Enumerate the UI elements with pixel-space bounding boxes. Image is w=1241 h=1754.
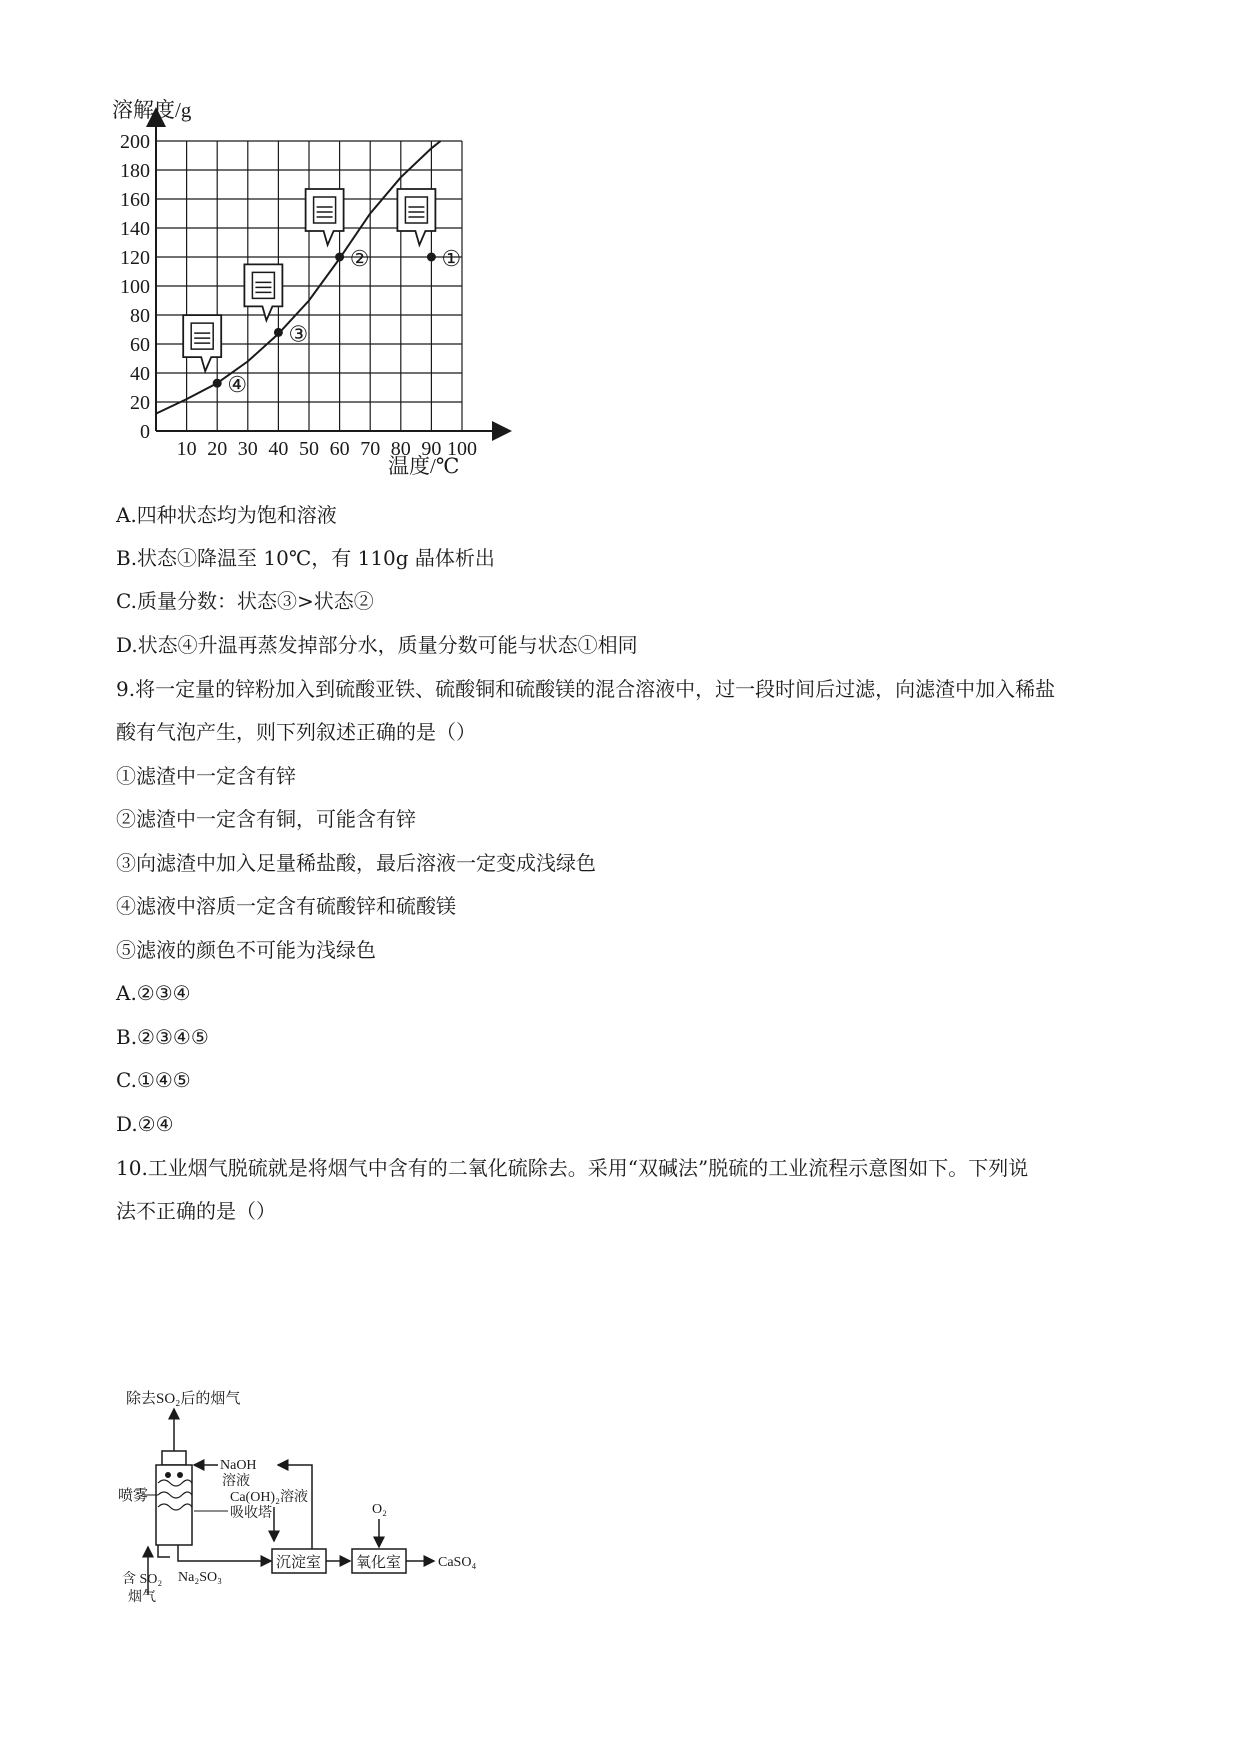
- y-tick-label: 0: [140, 421, 150, 443]
- y-tick-label: 20: [130, 392, 150, 414]
- state-point: [244, 264, 308, 346]
- spray-label: 喷雾: [118, 1488, 149, 1504]
- q9-stem-line2: 酸有气泡产生，则下列叙述正确的是（）: [116, 720, 476, 744]
- q8-option-d: D.状态④升温再蒸发掉部分水，质量分数可能与状态①相同: [116, 633, 638, 657]
- inlet-label-2: 烟气: [128, 1590, 156, 1605]
- inlet-label-1: 含 SO₂: [122, 1572, 163, 1587]
- y-tick-label: 40: [130, 363, 150, 385]
- y-tick-label: 80: [130, 305, 150, 327]
- q9-option-a: A.②③④: [116, 981, 191, 1005]
- o2-label: O₂: [372, 1502, 387, 1517]
- product-label: CaSO₄: [438, 1555, 477, 1570]
- x-tick-label: 30: [237, 438, 258, 460]
- x-tick-label: 100: [447, 438, 477, 460]
- y-tick-label: 140: [120, 218, 150, 240]
- x-tick-label: 80: [390, 438, 411, 460]
- y-tick-label: 100: [120, 276, 150, 298]
- state-point: [183, 315, 247, 397]
- x-tick-label: 90: [421, 438, 442, 460]
- q8-option-c: C.质量分数：状态③>状态②: [116, 589, 374, 613]
- state-point: [397, 189, 461, 271]
- caoh2-label: Ca(OH)₂溶液: [230, 1490, 308, 1505]
- state-point-label: ③: [288, 321, 309, 347]
- x-tick-label: 70: [360, 438, 381, 460]
- q9-option-c: C.①④⑤: [116, 1068, 191, 1092]
- x-tick-label: 10: [176, 438, 197, 460]
- chart-grid: [156, 141, 462, 431]
- na2so3-label: Na₂SO₃: [178, 1570, 222, 1585]
- state-point-label: ①: [441, 246, 462, 271]
- y-tick-label: 200: [120, 131, 150, 153]
- solubility-chart: [110, 95, 530, 485]
- y-axis-label: 溶解度/g: [112, 98, 192, 122]
- naoh-solution-label: 溶液: [222, 1474, 250, 1489]
- sediment-room-label: 沉淀室: [276, 1555, 322, 1571]
- q9-statement-4: ④滤液中溶质一定含有硫酸锌和硫酸镁: [116, 894, 456, 918]
- q9-option-b: B.②③④⑤: [116, 1025, 209, 1049]
- q9-statement-3: ③向滤渣中加入足量稀盐酸，最后溶液一定变成浅绿色: [116, 851, 596, 875]
- y-tick-label: 60: [130, 334, 150, 356]
- state-point-label: ④: [227, 372, 248, 398]
- q9-statement-5: ⑤滤液的颜色不可能为浅绿色: [116, 938, 376, 962]
- x-tick-label: 20: [207, 438, 228, 460]
- flow-top-label: 除去SO₂后的烟气: [126, 1391, 241, 1407]
- state-point-dot: [335, 253, 344, 262]
- tower-label: 吸收塔: [230, 1506, 272, 1521]
- y-tick-label: 120: [120, 247, 150, 269]
- q9-statement-2: ②滤渣中一定含有铜，可能含有锌: [116, 807, 416, 831]
- state-point-dot: [274, 328, 283, 337]
- state-point-dot: [213, 379, 222, 388]
- x-tick-label: 40: [268, 438, 289, 460]
- x-axis-label: 温度/℃: [388, 454, 460, 478]
- q8-option-a: A.四种状态均为饱和溶液: [116, 503, 337, 527]
- state-point-dot: [427, 253, 436, 262]
- y-tick-label: 160: [120, 189, 150, 211]
- q9-statement-1: ①滤渣中一定含有锌: [116, 764, 296, 788]
- q10-stem-line1: 10.工业烟气脱硫就是将烟气中含有的二氧化硫除去。采用“双碱法”脱硫的工业流程示意图如下。下列说: [116, 1156, 1029, 1180]
- q9-option-d: D.②④: [116, 1112, 174, 1136]
- x-tick-label: 50: [299, 438, 319, 460]
- q10-stem-line2: 法不正确的是（）: [116, 1199, 276, 1223]
- y-tick-label: 180: [120, 160, 150, 182]
- x-tick-label: 60: [329, 438, 350, 460]
- q9-stem-line1: 9.将一定量的锌粉加入到硫酸亚铁、硫酸铜和硫酸镁的混合溶液中，过一段时间后过滤，向滤渣中加入稀盐: [116, 677, 1056, 701]
- desulfurization-flow-diagram: [118, 1385, 568, 1605]
- q8-option-b: B.状态①降温至 10℃，有 110g 晶体析出: [116, 546, 495, 570]
- oxidation-room-label: 氧化室: [356, 1555, 402, 1571]
- naoh-label: NaOH: [220, 1458, 257, 1473]
- state-point-label: ②: [349, 246, 370, 271]
